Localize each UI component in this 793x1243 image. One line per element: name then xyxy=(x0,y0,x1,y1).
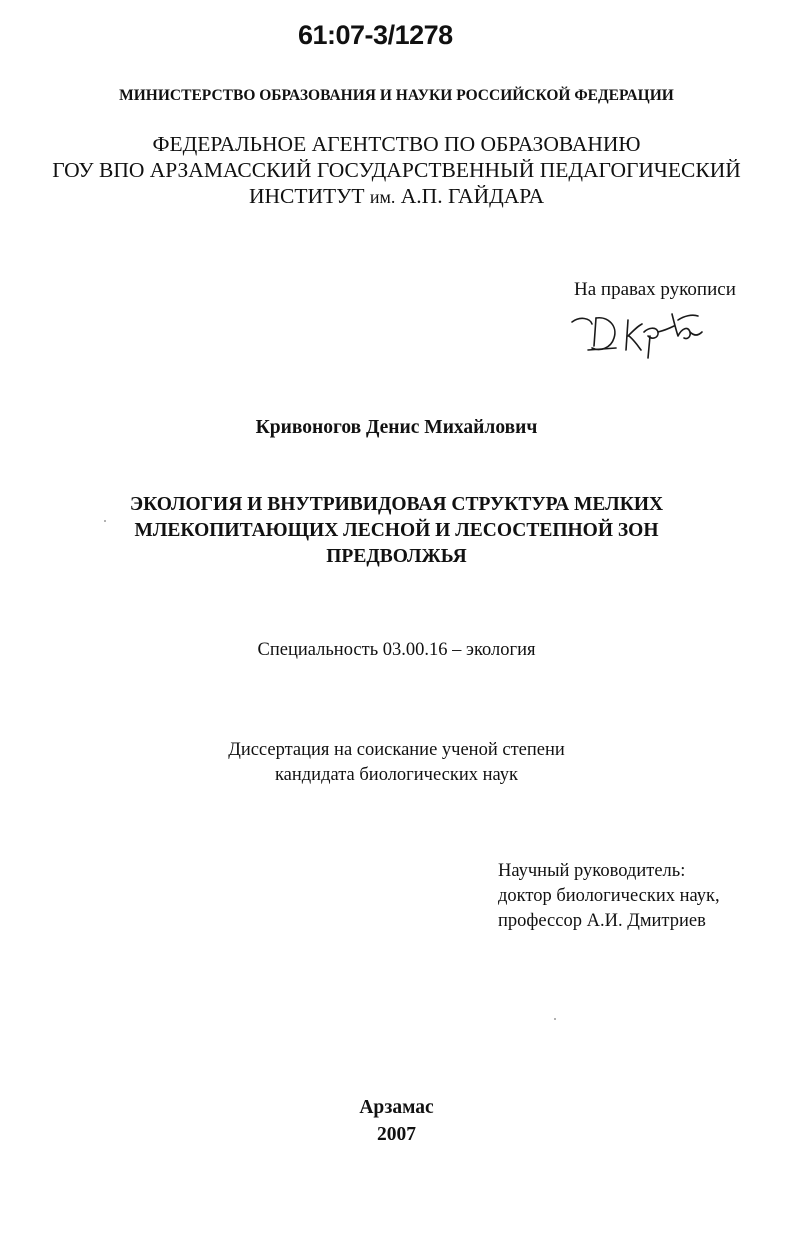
institute-word: ИНСТИТУТ xyxy=(248,184,365,208)
scan-speck xyxy=(104,520,106,522)
manuscript-rights-note: На правах рукописи xyxy=(574,279,736,300)
signature-drawing xyxy=(566,306,706,361)
degree-line-1: Диссертация на соискание ученой степени xyxy=(228,740,565,760)
title-line-3: ПРЕДВОЛЖЬЯ xyxy=(326,546,467,567)
agency-line-1: ФЕДЕРАЛЬНОЕ АГЕНТСТВО ПО ОБРАЗОВАНИЮ xyxy=(152,132,641,156)
city: Арзамас xyxy=(359,1097,434,1118)
degree-statement xyxy=(0,738,793,788)
ministry-heading: МИНИСТЕРСТВО ОБРАЗОВАНИЯ И НАУКИ РОССИЙСКОЙ ФЕДЕРАЦИИ xyxy=(119,87,674,104)
advisor-line-1: Научный руководитель: xyxy=(498,861,686,881)
dissertation-title xyxy=(0,492,793,570)
specialty-line: Специальность 03.00.16 – экология xyxy=(257,640,536,660)
scientific-advisor xyxy=(498,859,720,934)
advisor-line-2: доктор биологических наук, xyxy=(498,886,720,906)
year: 2007 xyxy=(377,1124,416,1145)
degree-line-2: кандидата биологических наук xyxy=(274,765,519,785)
handwritten-signature xyxy=(566,306,706,366)
institute-namesake: А.П. ГАЙДАРА xyxy=(400,184,545,208)
agency-line-3 xyxy=(0,183,793,210)
named-after-abbrev: им. xyxy=(369,187,396,207)
advisor-line-3: профессор А.И. Дмитриев xyxy=(498,911,706,931)
title-line-1: ЭКОЛОГИЯ И ВНУТРИВИДОВАЯ СТРУКТУРА МЕЛКИХ xyxy=(129,494,664,515)
catalog-number: 61:07-3/1278 xyxy=(298,20,453,50)
title-line-2: МЛЕКОПИТАЮЩИХ ЛЕСНОЙ И ЛЕСОСТЕПНОЙ ЗОН xyxy=(134,520,659,541)
agency-heading xyxy=(0,131,793,210)
agency-line-2: ГОУ ВПО АРЗАМАССКИЙ ГОСУДАРСТВЕННЫЙ ПЕДАГОГИЧЕСКИЙ xyxy=(52,158,741,182)
author-name: Кривоногов Денис Михайлович xyxy=(255,417,538,438)
scan-speck xyxy=(554,1018,556,1020)
